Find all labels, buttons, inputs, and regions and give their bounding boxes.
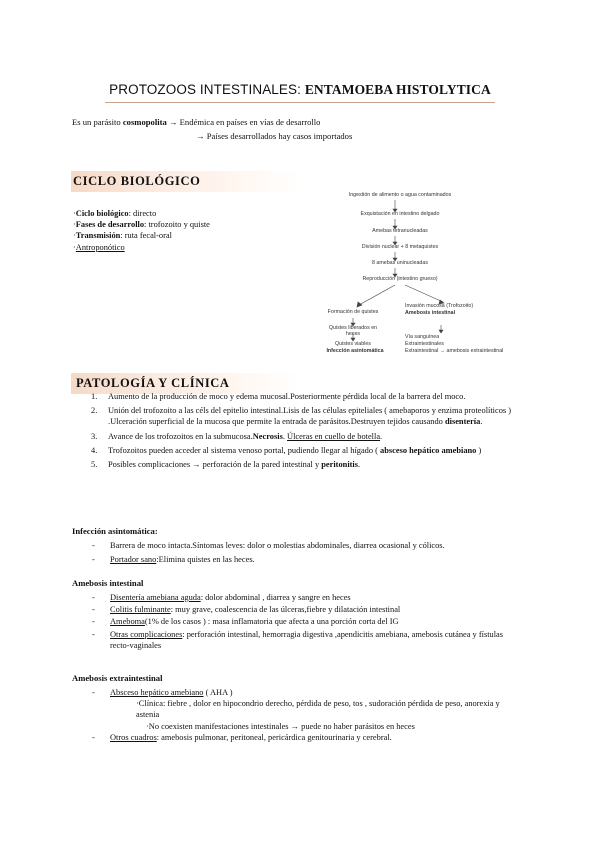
nocoexisten-text: ·No coexisten manifestaciones intestinales → puede no haber parásitos en heces [146,721,415,731]
diagram-node: Invasión mucosa (Trofozoito) [405,303,474,309]
diagram-node: Infección asintomática [326,348,384,354]
ciclo-item: ·Fases de desarrollo: trofozoito y quiste [73,220,210,230]
list-item: - Colitis fulminante: muy grave, coalescencia de las úlceras,fiebre y dilatación intestinal [92,605,401,615]
diagram-node: 8 amebas uninucleadas [372,260,428,266]
diagram-node: Exquistación en intestino delgado [360,211,440,217]
diagram-node: Quistes liberados en heces [328,325,378,338]
list-item: - Portador sano:Elimina quistes en las heces. [92,555,255,565]
ciclo-list [73,208,313,253]
patologia-item: 1. Aumento de la producción de moco y edema mucosal.Posteriormente pérdida local de la barrera del moco. [91,392,466,401]
ciclo-item: ·Antroponótico [73,242,125,252]
ciclo-item: ·Ciclo biológico: directo [73,209,157,218]
intro-line2: → Países desarrollados hay casos importados [196,131,353,141]
clinica-text: ·Clínica: fiebre , dolor en hipocondrio derecho, pérdida de peso, tos , sudoración pérdida de peso, anorexia y astenia [136,699,500,720]
diagram-node: Amebas tetranucleadas [372,228,428,234]
title-part2: ENTAMOEBA HISTOLYTICA [304,82,491,97]
patologia-item: 4. Trofozoitos pueden acceder al sistema venoso portal, pudiendo llegar al hígado ( absceso hepático amebiano ) [91,445,482,455]
diagram-node: Amebosis intestinal [405,310,456,316]
list-item: - Ameboma(1% de los casos ) : masa inflamatoria que afecta a una porción corta del IG [92,617,399,627]
subheading-intestinal: Amebosis intestinal [72,578,144,588]
subheading-extraintestinal: Amebosis extraintestinal [72,673,163,683]
diagram-node: División nuclear + 8 metaquistes [361,244,439,250]
patologia-item: 3. Avance de los trofozoitos en la submucosa.Necrosis. Úlceras en cuello de botella. [91,431,383,441]
intro-line1: Es un parásito cosmopolita → Endémica en países en vías de desarrollo [72,117,321,127]
section-heading-ciclo: CICLO BIOLÓGICO [73,174,201,188]
patologia-item: 5. Posibles complicaciones → perforación de la pared intestinal y peritonitis. [91,460,361,470]
subheading-asintomatica: Infección asintomática: [72,526,158,536]
section-heading-patologia: PATOLOGÍA Y CLÍNICA [76,376,230,390]
list-item: - Disentería amebiana aguda: dolor abdominal , diarrea y sangre en heces [92,593,351,602]
diagram-node: Extraintestinal → amebosis extraintestinal [405,348,504,354]
list-item: - Absceso hepático amebiano ( AHA ) [92,688,233,697]
page-title [0,82,600,99]
asintomatica-list [92,540,520,565]
title-underline [105,102,495,103]
ciclo-item: ·Transmisión: ruta fecal-oral [73,231,172,241]
diagram-node: Reproducción (intestino grueso) [362,276,438,282]
title-part1: PROTOZOOS INTESTINALES: [109,82,305,97]
list-item: - Barrera de moco intacta.Síntomas leves: dolor o molestias abdominales, diarrea ocasional y cólicos. [92,541,445,550]
diagram-node: Ingestión de alimento o agua contaminados [348,192,452,198]
intestinal-list [92,592,520,651]
list-item: - Otras complicaciones: perforación intestinal, hemorragia digestiva ,apendicitis amebiana, amebosis cutánea y fístulas recto-vaginales [92,629,504,650]
patologia-item: 2. Unión del trofozoito a las céls del epitelio intestinal.Lisis de las células epiteliales ( amebaporos y enzima proteolíticos ) .Ulceración superficial de la mucosa que permite la entrada de parásitos.Destruyen tejidos causando disentería. [91,406,512,427]
diagram-node: Quistes viables [335,341,371,347]
list-item: - Otros cuadros: amebosis pulmonar, peritoneal, pericárdica genitourinaria y cerebral. [92,732,392,742]
patologia-list [91,391,516,473]
diagram-node: Vía sanguínea [405,334,440,340]
diagram-node: Extraintestinales [405,341,444,347]
extraintestinal-list [92,687,520,743]
diagram-node: Formación de quistes [327,309,379,315]
life-cycle-diagram [325,190,525,362]
